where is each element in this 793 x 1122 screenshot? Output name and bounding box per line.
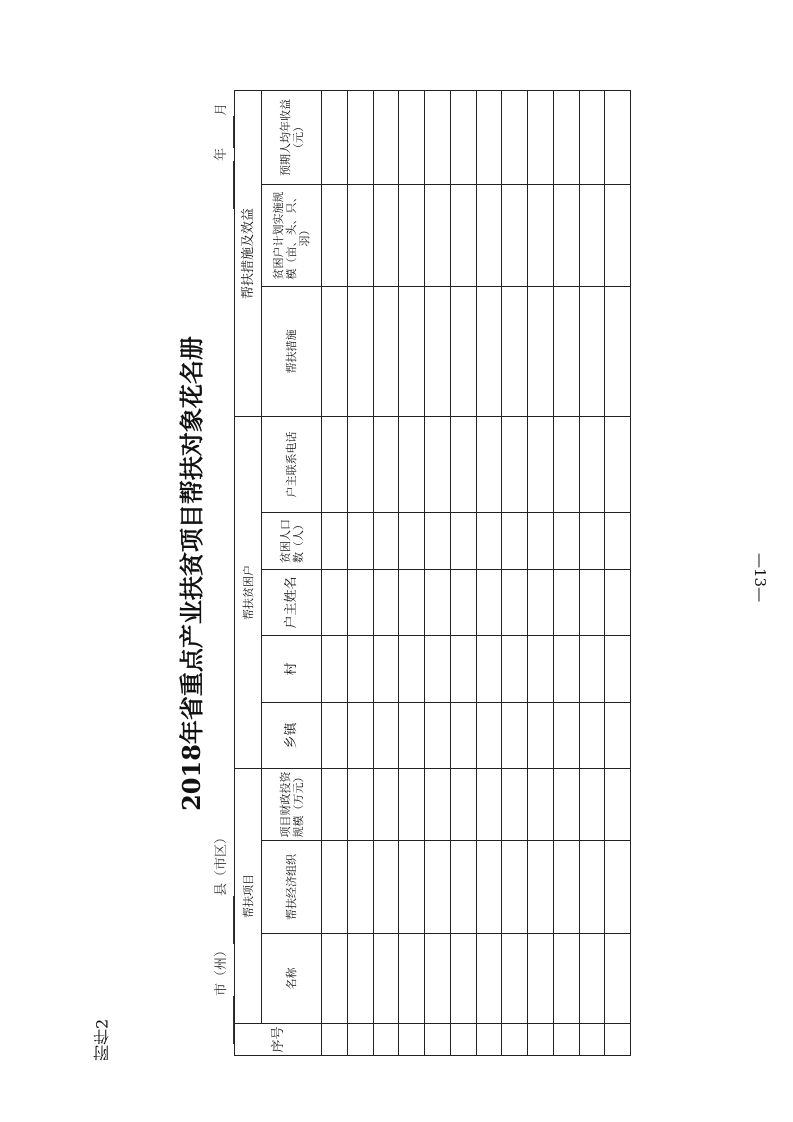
table-cell[interactable] — [579, 184, 605, 286]
table-cell[interactable] — [579, 90, 605, 184]
table-row — [450, 90, 476, 1055]
table-cell[interactable] — [373, 90, 399, 184]
table-cell[interactable] — [605, 635, 631, 702]
table-cell[interactable] — [399, 768, 425, 840]
table-cell[interactable] — [450, 1024, 476, 1056]
table-cell[interactable] — [425, 841, 451, 934]
table-cell[interactable] — [579, 286, 605, 416]
header-expected-income: 预期人均年收益（元） — [262, 90, 322, 184]
table-cell[interactable] — [502, 635, 528, 702]
table-cell[interactable] — [322, 569, 348, 635]
table-cell[interactable] — [605, 768, 631, 840]
header-plan-scale: 贫困户计划实施规模（亩、头、只、羽） — [262, 184, 322, 286]
table-cell[interactable] — [476, 1024, 502, 1056]
header-head-name: 户主姓名 — [262, 569, 322, 635]
table-cell[interactable] — [605, 90, 631, 184]
year-blank — [217, 161, 234, 209]
table-cell[interactable] — [579, 841, 605, 934]
table-cell[interactable] — [579, 768, 605, 840]
table-cell[interactable] — [347, 569, 373, 635]
table-cell[interactable] — [528, 934, 554, 1024]
table-cell[interactable] — [579, 1024, 605, 1056]
table-cell[interactable] — [399, 569, 425, 635]
header-measures-group: 帮扶措施及效益 — [235, 90, 262, 416]
table-row — [399, 90, 425, 1055]
table-cell[interactable] — [322, 416, 348, 512]
table-cell[interactable] — [553, 286, 579, 416]
table-cell[interactable] — [502, 934, 528, 1024]
table-cell[interactable] — [579, 512, 605, 569]
table-cell[interactable] — [528, 841, 554, 934]
table-cell[interactable] — [450, 184, 476, 286]
table-cell[interactable] — [322, 934, 348, 1024]
table-cell[interactable] — [528, 569, 554, 635]
table-cell[interactable] — [553, 841, 579, 934]
date-line — [210, 103, 234, 343]
table-cell[interactable] — [322, 635, 348, 702]
table-cell[interactable] — [476, 841, 502, 934]
table-cell[interactable] — [605, 416, 631, 512]
table-cell[interactable] — [476, 416, 502, 512]
table-cell[interactable] — [399, 90, 425, 184]
table-cell[interactable] — [476, 90, 502, 184]
table-cell[interactable] — [450, 768, 476, 840]
table-cell[interactable] — [553, 702, 579, 768]
table-cell[interactable] — [579, 569, 605, 635]
table-row — [528, 90, 554, 1055]
page-title: 2018年省重点产业扶贫项目帮扶对象花名册 — [177, 336, 206, 811]
table-cell[interactable] — [579, 702, 605, 768]
table-cell[interactable] — [347, 768, 373, 840]
table-cell[interactable] — [502, 512, 528, 569]
table-cell[interactable] — [322, 286, 348, 416]
table-cell[interactable] — [450, 702, 476, 768]
table-cell[interactable] — [605, 1024, 631, 1056]
city-label: 市（州） — [214, 943, 229, 996]
table-cell[interactable] — [579, 934, 605, 1024]
table-cell[interactable] — [425, 90, 451, 184]
region-line — [210, 624, 234, 1044]
table-cell[interactable] — [425, 569, 451, 635]
table-cell[interactable] — [347, 1024, 373, 1056]
table-cell[interactable] — [399, 702, 425, 768]
table-row — [373, 90, 399, 1055]
header-poor-count: 贫困人口数（人） — [262, 512, 322, 569]
table-cell[interactable] — [399, 841, 425, 934]
table-cell[interactable] — [373, 1024, 399, 1056]
table-cell[interactable] — [450, 841, 476, 934]
table-cell[interactable] — [373, 569, 399, 635]
table-cell[interactable] — [399, 416, 425, 512]
header-name: 名称 — [262, 934, 322, 1024]
year-label: 年 — [214, 148, 229, 162]
table-cell[interactable] — [347, 702, 373, 768]
table-cell[interactable] — [373, 512, 399, 569]
table-cell[interactable] — [605, 512, 631, 569]
table-cell[interactable] — [476, 702, 502, 768]
table-cell[interactable] — [450, 416, 476, 512]
table-cell[interactable] — [553, 635, 579, 702]
table-cell[interactable] — [605, 184, 631, 286]
month-label: 月 — [214, 103, 229, 117]
table-cell[interactable] — [502, 768, 528, 840]
table-cell[interactable] — [425, 635, 451, 702]
table-row — [502, 90, 528, 1055]
table-row — [579, 90, 605, 1055]
table-cell[interactable] — [450, 90, 476, 184]
table-cell[interactable] — [347, 841, 373, 934]
table-cell[interactable] — [373, 184, 399, 286]
table-cell[interactable] — [502, 702, 528, 768]
table-cell[interactable] — [322, 702, 348, 768]
table-row — [476, 90, 502, 1055]
table-cell[interactable] — [347, 934, 373, 1024]
table-cell[interactable] — [553, 569, 579, 635]
table-cell[interactable] — [425, 934, 451, 1024]
table-cell[interactable] — [425, 1024, 451, 1056]
table-cell[interactable] — [425, 286, 451, 416]
table-cell[interactable] — [476, 635, 502, 702]
table-cell[interactable] — [502, 569, 528, 635]
table-cell[interactable] — [528, 1024, 554, 1056]
header-household-group: 帮扶贫困户 — [235, 416, 262, 768]
table-cell[interactable] — [373, 635, 399, 702]
table-cell[interactable] — [373, 416, 399, 512]
table-cell[interactable] — [399, 184, 425, 286]
header-project-group: 帮扶项目 — [235, 768, 262, 1023]
header-investment: 项目财政投资规模（万元） — [262, 768, 322, 840]
city-blank — [217, 996, 234, 1044]
table-cell[interactable] — [399, 512, 425, 569]
header-index: 序号 — [235, 1024, 322, 1056]
table-cell[interactable] — [502, 184, 528, 286]
table-cell[interactable] — [605, 286, 631, 416]
table-cell[interactable] — [476, 569, 502, 635]
table-cell[interactable] — [502, 286, 528, 416]
table-cell[interactable] — [347, 512, 373, 569]
county-blank — [217, 896, 234, 944]
table-cell[interactable] — [322, 841, 348, 934]
table-cell[interactable] — [347, 184, 373, 286]
table-cell[interactable] — [528, 635, 554, 702]
table-cell[interactable] — [373, 768, 399, 840]
table-cell[interactable] — [425, 512, 451, 569]
table-cell[interactable] — [399, 286, 425, 416]
table-cell[interactable] — [528, 512, 554, 569]
table-cell[interactable] — [502, 841, 528, 934]
table-cell[interactable] — [579, 416, 605, 512]
table-cell[interactable] — [528, 416, 554, 512]
table-row — [553, 90, 579, 1055]
table-cell[interactable] — [579, 635, 605, 702]
table-cell[interactable] — [476, 286, 502, 416]
table-cell[interactable] — [322, 768, 348, 840]
table-cell[interactable] — [347, 416, 373, 512]
table-cell[interactable] — [450, 512, 476, 569]
table-cell[interactable] — [605, 702, 631, 768]
table-cell[interactable] — [553, 512, 579, 569]
attachment-label: 附件2 — [92, 1018, 112, 1062]
table-cell[interactable] — [322, 90, 348, 184]
table-cell[interactable] — [425, 702, 451, 768]
table-cell[interactable] — [553, 1024, 579, 1056]
table-cell[interactable] — [347, 90, 373, 184]
rotated-page-content — [168, 91, 633, 1056]
table-cell[interactable] — [450, 569, 476, 635]
table-row — [322, 90, 348, 1055]
header-measure: 帮扶措施 — [262, 286, 322, 416]
table-cell[interactable] — [553, 934, 579, 1024]
table-cell[interactable] — [373, 702, 399, 768]
table-row — [425, 90, 451, 1055]
table-cell[interactable] — [373, 934, 399, 1024]
table-row — [605, 90, 631, 1055]
table-cell[interactable] — [502, 1024, 528, 1056]
table-cell[interactable] — [347, 635, 373, 702]
table-cell[interactable] — [373, 841, 399, 934]
header-org: 帮扶经济组织 — [262, 841, 322, 934]
table-cell[interactable] — [553, 416, 579, 512]
table-cell[interactable] — [605, 569, 631, 635]
page-number: —13— — [751, 553, 769, 603]
table-cell[interactable] — [399, 1024, 425, 1056]
table-cell[interactable] — [399, 635, 425, 702]
table-cell[interactable] — [450, 286, 476, 416]
table-cell[interactable] — [373, 286, 399, 416]
table-cell[interactable] — [322, 512, 348, 569]
header-phone: 户主联系电话 — [262, 416, 322, 512]
county-label: 县（市区） — [214, 830, 229, 896]
table-cell[interactable] — [425, 416, 451, 512]
table-cell[interactable] — [476, 512, 502, 569]
header-township: 乡镇 — [262, 702, 322, 768]
table-cell[interactable] — [502, 90, 528, 184]
roster-table — [234, 90, 631, 1056]
table-cell[interactable] — [322, 1024, 348, 1056]
table-cell[interactable] — [347, 286, 373, 416]
table-cell[interactable] — [425, 184, 451, 286]
table-cell[interactable] — [502, 416, 528, 512]
header-village: 村 — [262, 635, 322, 702]
table-cell[interactable] — [425, 768, 451, 840]
table-cell[interactable] — [476, 184, 502, 286]
table-cell[interactable] — [528, 702, 554, 768]
table-cell[interactable] — [605, 841, 631, 934]
table-cell[interactable] — [605, 934, 631, 1024]
table-cell[interactable] — [528, 184, 554, 286]
table-cell[interactable] — [553, 768, 579, 840]
table-cell[interactable] — [553, 90, 579, 184]
table-cell[interactable] — [528, 286, 554, 416]
table-cell[interactable] — [528, 90, 554, 184]
table-cell[interactable] — [399, 934, 425, 1024]
table-cell[interactable] — [553, 184, 579, 286]
month-blank — [217, 116, 234, 148]
table-cell[interactable] — [450, 635, 476, 702]
table-row — [347, 90, 373, 1055]
table-cell[interactable] — [450, 934, 476, 1024]
table-body — [322, 90, 631, 1055]
table-cell[interactable] — [528, 768, 554, 840]
table-cell[interactable] — [476, 768, 502, 840]
table-cell[interactable] — [476, 934, 502, 1024]
table-cell[interactable] — [322, 184, 348, 286]
